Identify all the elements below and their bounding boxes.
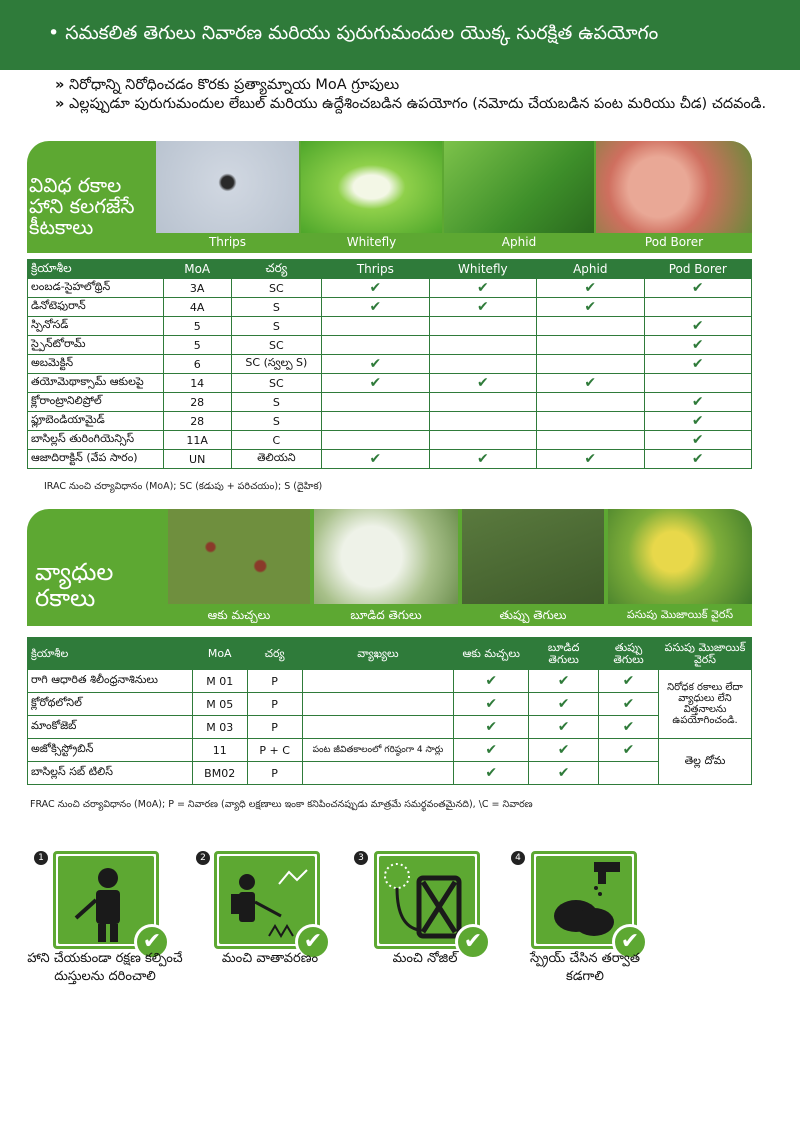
efficacy-cell bbox=[644, 355, 751, 374]
moa-cell: 5 bbox=[163, 317, 231, 336]
photo-pod-borer: Pod Borer bbox=[596, 141, 752, 251]
active-ingredient: స్పినోసడ్ bbox=[28, 317, 164, 336]
check-icon: ✔ bbox=[691, 451, 704, 467]
efficacy-cell bbox=[429, 317, 536, 336]
table-row bbox=[28, 762, 752, 785]
efficacy-cell bbox=[429, 393, 536, 412]
step-number: 3 bbox=[354, 851, 368, 865]
safety-card-good-nozzle bbox=[374, 851, 483, 954]
check-icon: ✔ bbox=[485, 719, 498, 735]
safety-caption: మంచి వాతావరణం bbox=[221, 951, 319, 966]
efficacy-cell bbox=[529, 739, 599, 762]
virus-note-cell: నిరోధక రకాలు లేదా వ్యాధులు లేని విత్తనాలను ఉపయోగించండి. bbox=[659, 670, 752, 739]
efficacy-cell bbox=[599, 762, 659, 785]
action-cell: P bbox=[247, 693, 302, 716]
moa-cell: 11 bbox=[192, 739, 247, 762]
moa-cell: 28 bbox=[163, 393, 231, 412]
check-icon: ✔ bbox=[369, 280, 382, 296]
efficacy-cell bbox=[429, 412, 536, 431]
column-header: Pod Borer bbox=[644, 260, 751, 279]
safety-caption: స్ప్రేయ్ చేసిన తర్వాత కడగాలి bbox=[529, 951, 640, 984]
check-icon: ✔ bbox=[476, 280, 489, 296]
check-icon: ✔ bbox=[369, 299, 382, 315]
column-header: Thrips bbox=[322, 260, 429, 279]
check-icon: ✔ bbox=[622, 719, 635, 735]
check-icon: ✔ bbox=[584, 280, 597, 296]
photo-rust: తుప్పు తెగులు bbox=[462, 509, 604, 626]
check-icon: ✔ bbox=[622, 742, 635, 758]
check-icon: ✔ bbox=[691, 394, 704, 410]
active-ingredient: స్పైన్‌టోరామ్ bbox=[28, 336, 164, 355]
efficacy-cell bbox=[644, 279, 751, 298]
check-icon: ✔ bbox=[557, 696, 570, 712]
remarks-cell: పంట జీవితకాలంలో గరిష్ఠంగా 4 సార్లు bbox=[302, 739, 454, 762]
check-icon: ✔ bbox=[485, 742, 498, 758]
moa-cell: UN bbox=[163, 450, 231, 469]
action-cell: SC bbox=[231, 279, 322, 298]
table-row bbox=[28, 298, 752, 317]
moa-cell: 11A bbox=[163, 431, 231, 450]
insects-note: IRAC నుంచి చర్యావిధానం (MoA); SC (కడుపు + పరిచయం); S (దైహిక) bbox=[44, 481, 323, 492]
table-row bbox=[28, 716, 752, 739]
efficacy-cell bbox=[537, 355, 644, 374]
active-ingredient: ఆజాదిరాక్టిన్ (వేప సారం) bbox=[28, 450, 164, 469]
check-icon: ✔ bbox=[622, 673, 635, 689]
check-icon: ✔ bbox=[691, 413, 704, 429]
efficacy-cell bbox=[537, 393, 644, 412]
column-header: క్రియాశీల bbox=[28, 260, 164, 279]
moa-cell: M 05 bbox=[192, 693, 247, 716]
photo-powdery-mildew: బూడిద తెగులు bbox=[314, 509, 458, 626]
photo-aphid: Aphid bbox=[444, 141, 594, 251]
efficacy-cell bbox=[429, 336, 536, 355]
moa-cell: 3A bbox=[163, 279, 231, 298]
efficacy-cell bbox=[429, 355, 536, 374]
diseases-note: FRAC నుంచి చర్యావిధానం (MoA); P = నివారణ (వ్యాధి లక్షణాలు ఇంకా కనిపించనప్పుడు మాత్రమే సమర్థవంతమైనది), \C = నివారణ bbox=[30, 799, 533, 810]
efficacy-cell bbox=[322, 450, 429, 469]
check-icon: ✔ bbox=[295, 924, 331, 960]
bullet-item: » నిరోధాన్ని నిరోధించడం కొరకు ప్రత్యామ్నాయ MoA గ్రూపులు bbox=[55, 77, 400, 93]
active-ingredient: రాగి ఆధారిత శిలీంధ్రనాశినులు bbox=[28, 670, 193, 693]
column-header: క్రియాశీల bbox=[28, 638, 193, 670]
check-icon: ✔ bbox=[134, 924, 170, 960]
photo-thrips: Thrips bbox=[156, 141, 299, 251]
check-icon: ✔ bbox=[584, 451, 597, 467]
efficacy-cell bbox=[454, 716, 529, 739]
efficacy-cell bbox=[454, 670, 529, 693]
efficacy-cell bbox=[529, 670, 599, 693]
active-ingredient: తయోమెథాక్సామ్ ఆకులపై bbox=[28, 374, 164, 393]
table-row bbox=[28, 355, 752, 374]
efficacy-cell bbox=[644, 393, 751, 412]
efficacy-cell bbox=[322, 355, 429, 374]
efficacy-cell bbox=[322, 374, 429, 393]
check-icon: ✔ bbox=[476, 299, 489, 315]
safety-card-good-weather bbox=[214, 851, 323, 954]
efficacy-cell bbox=[529, 716, 599, 739]
safety-card-wash-after bbox=[531, 851, 640, 954]
table-row bbox=[28, 431, 752, 450]
table-row bbox=[28, 693, 752, 716]
efficacy-cell bbox=[322, 279, 429, 298]
active-ingredient: మాంకోజెబ్ bbox=[28, 716, 193, 739]
photo-leaf-spot: ఆకు మచ్చలు bbox=[168, 509, 310, 626]
efficacy-cell bbox=[644, 431, 751, 450]
action-cell: తెలియని bbox=[231, 450, 322, 469]
action-cell: C bbox=[231, 431, 322, 450]
check-icon: ✔ bbox=[476, 451, 489, 467]
column-header: ఆకు మచ్చలు bbox=[454, 638, 529, 670]
efficacy-cell bbox=[537, 298, 644, 317]
table-row bbox=[28, 393, 752, 412]
page-title: • సమకలిత తెగులు నివారణ మరియు పురుగుమందుల యొక్క సురక్షిత ఉపయోగం bbox=[48, 21, 659, 44]
active-ingredient: ఫ్లూబెండియామైడ్ bbox=[28, 412, 164, 431]
active-ingredient: అజోక్సిస్ట్రోబిన్ bbox=[28, 739, 193, 762]
efficacy-cell bbox=[322, 317, 429, 336]
efficacy-cell bbox=[599, 670, 659, 693]
moa-cell: 14 bbox=[163, 374, 231, 393]
remarks-cell bbox=[302, 762, 454, 785]
efficacy-cell bbox=[599, 739, 659, 762]
column-header: చర్య bbox=[231, 260, 322, 279]
efficacy-cell bbox=[537, 317, 644, 336]
efficacy-cell bbox=[529, 693, 599, 716]
active-ingredient: డినోటెఫురాన్ bbox=[28, 298, 164, 317]
active-ingredient: లంబడ-సైహలోథ్రిన్ bbox=[28, 279, 164, 298]
efficacy-cell bbox=[429, 279, 536, 298]
efficacy-cell bbox=[599, 693, 659, 716]
efficacy-cell bbox=[644, 317, 751, 336]
insects-label: వివిధ రకాల హాని కలగజేసే కీటకాలు bbox=[29, 173, 135, 239]
bullet-item: » ఎల్లప్పుడూ పురుగుమందుల లేబుల్ మరియు ఉద్దేశించబడిన ఉపయోగం (నమోదు చేయబడిన పంట మరియు చీడ) చదవండి. bbox=[55, 96, 767, 112]
column-header: చర్య bbox=[247, 638, 302, 670]
table-row bbox=[28, 670, 752, 693]
active-ingredient: బాసిల్లస్ సబ్ టిలిస్ bbox=[28, 762, 193, 785]
active-ingredient: అబమెక్టిన్ bbox=[28, 355, 164, 374]
column-header: వ్యాఖ్యలు bbox=[302, 638, 454, 670]
check-icon: ✔ bbox=[485, 765, 498, 781]
table-row bbox=[28, 412, 752, 431]
intro-bullets bbox=[55, 76, 775, 114]
insects-table bbox=[27, 259, 752, 469]
safety-caption: హాని చేయకుండా రక్షణ కల్పించే దుస్తులను దరించాలి bbox=[27, 951, 183, 984]
action-cell: SC bbox=[231, 374, 322, 393]
table-row bbox=[28, 739, 752, 762]
column-header: MoA bbox=[192, 638, 247, 670]
check-icon: ✔ bbox=[584, 299, 597, 315]
column-header: Whitefly bbox=[429, 260, 536, 279]
check-icon: ✔ bbox=[691, 280, 704, 296]
safety-caption: మంచి నోజిల్ bbox=[392, 951, 458, 966]
action-cell: S bbox=[231, 298, 322, 317]
efficacy-cell bbox=[537, 279, 644, 298]
column-header: Aphid bbox=[537, 260, 644, 279]
check-icon: ✔ bbox=[369, 356, 382, 372]
efficacy-cell bbox=[322, 412, 429, 431]
efficacy-cell bbox=[322, 336, 429, 355]
moa-cell: 28 bbox=[163, 412, 231, 431]
check-icon: ✔ bbox=[369, 375, 382, 391]
safety-card-protective-clothing bbox=[53, 851, 162, 954]
efficacy-cell bbox=[537, 450, 644, 469]
action-cell: S bbox=[231, 393, 322, 412]
action-cell: P bbox=[247, 762, 302, 785]
action-cell: S bbox=[231, 412, 322, 431]
diseases-table bbox=[27, 637, 752, 785]
column-header: MoA bbox=[163, 260, 231, 279]
check-icon: ✔ bbox=[612, 924, 648, 960]
column-header: బూడిద తెగులు bbox=[529, 638, 599, 670]
table-row bbox=[28, 317, 752, 336]
efficacy-cell bbox=[429, 374, 536, 393]
column-header: తుప్పు తెగులు bbox=[599, 638, 659, 670]
moa-cell: BM02 bbox=[192, 762, 247, 785]
check-icon: ✔ bbox=[557, 742, 570, 758]
moa-cell: M 01 bbox=[192, 670, 247, 693]
efficacy-cell bbox=[429, 450, 536, 469]
efficacy-cell bbox=[322, 298, 429, 317]
check-icon: ✔ bbox=[557, 765, 570, 781]
photo-whitefly: Whitefly bbox=[301, 141, 442, 251]
efficacy-cell bbox=[429, 298, 536, 317]
active-ingredient: క్లోరాంట్రానిలిప్రోల్ bbox=[28, 393, 164, 412]
remarks-cell bbox=[302, 670, 454, 693]
check-icon: ✔ bbox=[691, 432, 704, 448]
check-icon: ✔ bbox=[557, 673, 570, 689]
efficacy-cell bbox=[454, 739, 529, 762]
check-icon: ✔ bbox=[691, 337, 704, 353]
moa-cell: 4A bbox=[163, 298, 231, 317]
efficacy-cell bbox=[454, 693, 529, 716]
efficacy-cell bbox=[322, 393, 429, 412]
efficacy-cell bbox=[429, 431, 536, 450]
remarks-cell bbox=[302, 716, 454, 739]
remarks-cell bbox=[302, 693, 454, 716]
efficacy-cell bbox=[644, 412, 751, 431]
virus-vector-cell: తెల్ల దోమ bbox=[659, 739, 752, 785]
check-icon: ✔ bbox=[691, 318, 704, 334]
efficacy-cell bbox=[537, 336, 644, 355]
page-title-banner bbox=[0, 0, 800, 70]
step-number: 1 bbox=[34, 851, 48, 865]
diseases-label: వ్యాధుల రకాలు bbox=[35, 558, 114, 612]
action-cell: SC (స్వల్ప S) bbox=[231, 355, 322, 374]
check-icon: ✔ bbox=[622, 696, 635, 712]
efficacy-cell bbox=[537, 412, 644, 431]
step-number: 2 bbox=[196, 851, 210, 865]
moa-cell: 6 bbox=[163, 355, 231, 374]
check-icon: ✔ bbox=[584, 375, 597, 391]
active-ingredient: క్లోరోథలోనిల్ bbox=[28, 693, 193, 716]
efficacy-cell bbox=[644, 336, 751, 355]
moa-cell: M 03 bbox=[192, 716, 247, 739]
efficacy-cell bbox=[644, 298, 751, 317]
moa-cell: 5 bbox=[163, 336, 231, 355]
table-row bbox=[28, 279, 752, 298]
efficacy-cell bbox=[644, 374, 751, 393]
efficacy-cell bbox=[454, 762, 529, 785]
step-number: 4 bbox=[511, 851, 525, 865]
action-cell: P + C bbox=[247, 739, 302, 762]
column-header: పసుపు మొజాయిక్ వైరస్ bbox=[659, 638, 752, 670]
active-ingredient: బాసిల్లస్ తురింగియెన్సిస్ bbox=[28, 431, 164, 450]
table-row bbox=[28, 450, 752, 469]
check-icon: ✔ bbox=[485, 673, 498, 689]
check-icon: ✔ bbox=[691, 356, 704, 372]
check-icon: ✔ bbox=[455, 924, 491, 960]
check-icon: ✔ bbox=[485, 696, 498, 712]
check-icon: ✔ bbox=[476, 375, 489, 391]
efficacy-cell bbox=[644, 450, 751, 469]
check-icon: ✔ bbox=[557, 719, 570, 735]
efficacy-cell bbox=[537, 431, 644, 450]
check-icon: ✔ bbox=[369, 451, 382, 467]
action-cell: SC bbox=[231, 336, 322, 355]
efficacy-cell bbox=[599, 716, 659, 739]
action-cell: P bbox=[247, 670, 302, 693]
efficacy-cell bbox=[537, 374, 644, 393]
action-cell: S bbox=[231, 317, 322, 336]
efficacy-cell bbox=[529, 762, 599, 785]
table-row bbox=[28, 336, 752, 355]
photo-yellow-mosaic: పసుపు మొజాయిక్ వైరస్ bbox=[608, 509, 752, 626]
efficacy-cell bbox=[322, 431, 429, 450]
table-row bbox=[28, 374, 752, 393]
action-cell: P bbox=[247, 716, 302, 739]
